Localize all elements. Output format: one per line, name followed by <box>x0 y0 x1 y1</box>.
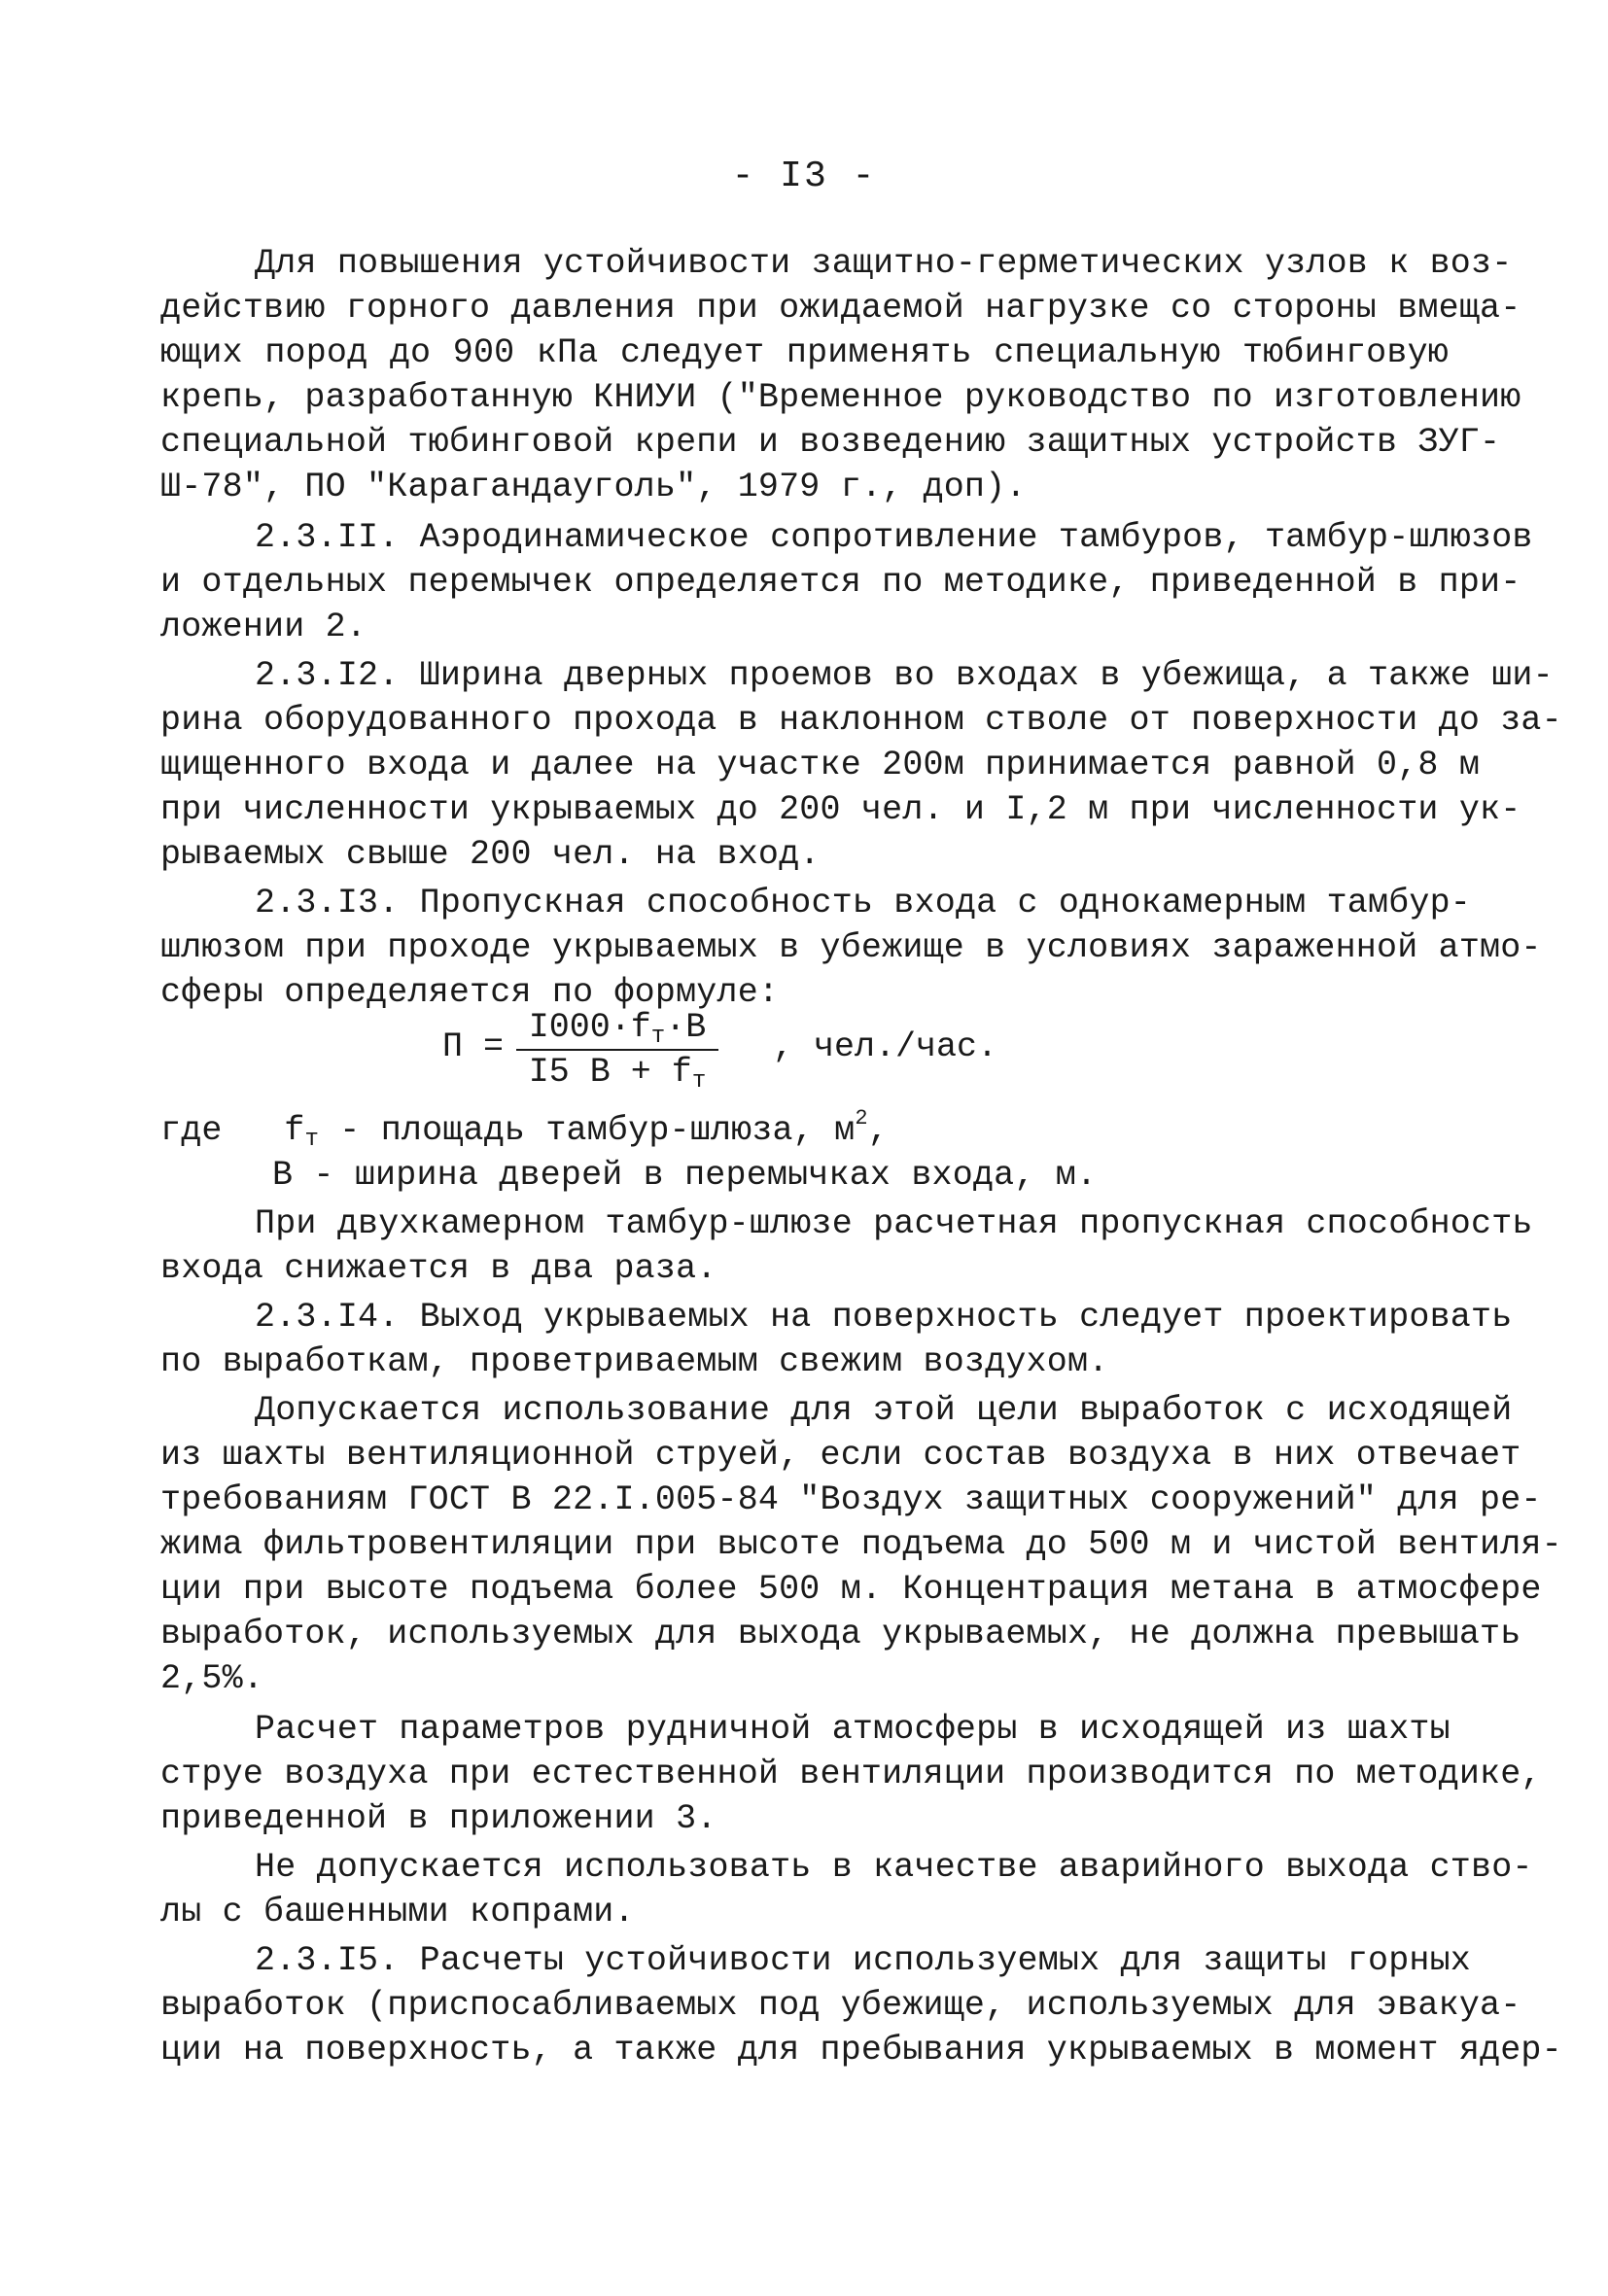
text-line: шлюзом при проходе укрываемых в убежище в условиях зараженной атмо- <box>160 928 1542 967</box>
text-line: выработок (приспосабливаемых под убежище, используемых для эвакуа- <box>160 1986 1521 2025</box>
text-line: 2.3.I5. Расчеты устойчивости используемых для защиты горных <box>255 1941 1472 1980</box>
text-line: действию горного давления при ожидаемой нагрузке со стороны вмеща- <box>160 289 1521 328</box>
text-line: ющих пород до 900 кПа следует применять специальную тюбинговую <box>160 333 1449 372</box>
text-line: входа снижается в два раза. <box>160 1249 717 1288</box>
text-line: жима фильтровентиляции при высоте подъема до 500 м и чистой вентиля- <box>160 1525 1562 1564</box>
text-line: специальной тюбинговой крепи и возведению защитных устройств ЗУГ- <box>160 423 1501 462</box>
text-line: требованиям ГОСТ В 22.I.005-84 "Воздух защитных сооружений" для ре- <box>160 1480 1542 1519</box>
text-line: Ш-78", ПО "Карагандауголь", 1979 г., доп). <box>160 468 1027 506</box>
throughput-formula <box>442 1006 1026 1113</box>
text-line: Допускается использование для этой цели выработок с исходящей <box>255 1391 1513 1430</box>
text-line: 2.3.I2. Ширина дверных проемов во входах в убежища, а также ши- <box>255 656 1554 695</box>
text-line: ции на поверхность, а также для пребывания укрываемых в момент ядер- <box>160 2031 1562 2070</box>
text-line: При двухкамерном тамбур-шлюзе расчетная пропускная способность <box>255 1204 1533 1243</box>
formula-lhs: П = <box>442 1027 505 1066</box>
text-line: ложении 2. <box>160 608 367 646</box>
text-line: струе воздуха при естественной вентиляции производится по методике, <box>160 1755 1542 1793</box>
text-line: сферы определяется по формуле: <box>160 973 780 1012</box>
formula-denominator: I5 $В + f_т$ <box>528 1053 707 1095</box>
text-line: приведенной в приложении 3. <box>160 1799 717 1838</box>
page-number: - I3 - <box>731 156 877 197</box>
formula-fraction <box>510 1006 724 1094</box>
text-line: 2.3.I4. Выход укрываемых на поверхность следует проектировать <box>255 1298 1513 1337</box>
text-line: выработок, используемых для выхода укрываемых, не должна превышать <box>160 1615 1521 1653</box>
text-line: 2.3.I3. Пропускная способность входа с однокамерным тамбур- <box>255 884 1472 922</box>
text-line: 2.3.II. Аэродинамическое сопротивление тамбуров, тамбур-шлюзов <box>255 518 1533 557</box>
text-line: 2,5%. <box>160 1659 264 1698</box>
formula-units: , чел./час. <box>773 1027 998 1066</box>
text-line: Расчет параметров рудничной атмосферы в исходящей из шахты <box>255 1710 1451 1749</box>
definition-line: В - ширина дверей в перемычках входа, м. <box>272 1156 1098 1195</box>
text-line: при численности укрываемых до 200 чел. и I,2 м при численности ук- <box>160 790 1521 829</box>
text-line: по выработкам, проветриваемым свежим воздухом. <box>160 1342 1109 1381</box>
text-line: щищенного входа и далее на участке 200м принимается равной 0,8 м <box>160 746 1481 784</box>
text-line: и отдельных перемычек определяется по методике, приведенной в при- <box>160 563 1521 602</box>
text-line: Не допускается использовать в качестве аварийного выхода ство- <box>255 1848 1533 1887</box>
formula-numerator: $I000\cdot f_т\cdot В$ <box>528 1008 707 1050</box>
text-line: из шахты вентиляционной струей, если состав воздуха в них отвечает <box>160 1436 1521 1475</box>
text-line: лы с башенными копрами. <box>160 1893 635 1931</box>
text-line: ции при высоте подъема более 500 м. Концентрация метана в атмосфере <box>160 1570 1542 1609</box>
text-line: Для повышения устойчивости защитно-герметических узлов к воз- <box>255 244 1513 283</box>
text-line: крепь, разработанную КНИУИ ("Временное руководство по изготовлению <box>160 378 1521 417</box>
text-line: рина оборудованного прохода в наклонном стволе от поверхности до за- <box>160 701 1562 740</box>
text-line: рываемых свыше 200 чел. на вход. <box>160 835 821 874</box>
definition-line: где $f_т$ - площадь тамбур-шлюза, $м^2$, <box>160 1106 889 1153</box>
